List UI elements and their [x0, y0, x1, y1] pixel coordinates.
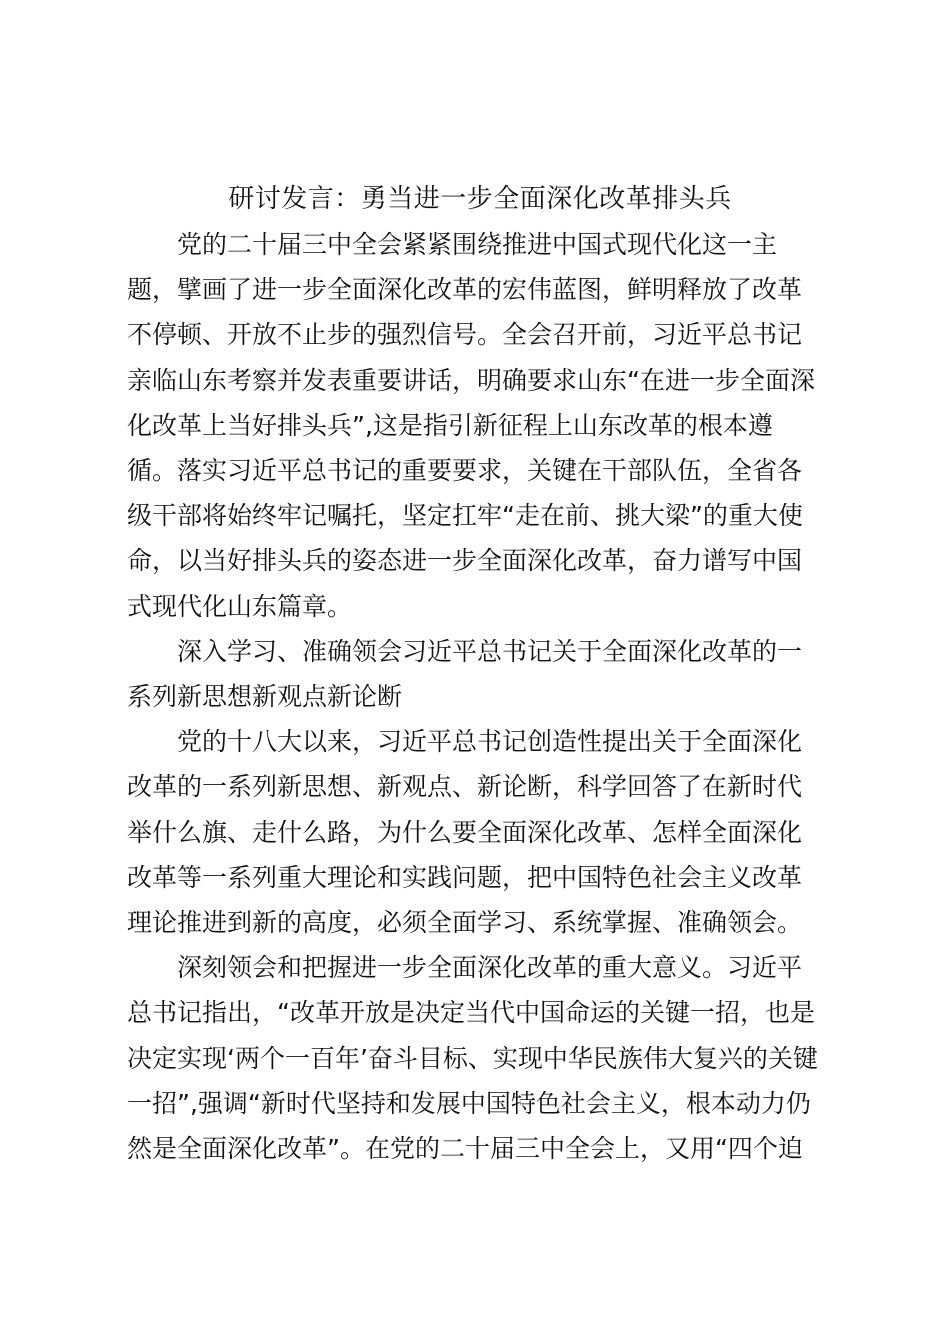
paragraph-line: 化改革上当好排头兵”,这是指引新征程上山东改革的根本遵 [127, 410, 773, 440]
paragraph-line: 决定实现‘两个一百年’奋斗目标、实现中华民族伟大复兴的关键 [127, 1043, 818, 1073]
paragraph-line: 举什么旗、走什么路，为什么要全面深化改革、怎样全面深化 [127, 817, 803, 847]
document-page [127, 176, 833, 1171]
paragraph-line: 循。落实习近平总书记的重要要求，关键在干部队伍，全省各 [127, 456, 803, 486]
paragraph-line: 深入学习、准确领会习近平总书记关于全面深化改革的一 [177, 636, 803, 666]
paragraph-line: 式现代化山东篇章。 [127, 591, 353, 621]
body-paragraph [127, 719, 833, 945]
paragraph-line: 党的二十届三中全会紧紧围绕推进中国式现代化这一主 [177, 230, 778, 259]
paragraph-line: 然是全面深化改革”。在党的二十届三中全会上，又用“四个迫 [127, 1134, 803, 1164]
paragraph-line: 理论推进到新的高度，必须全面学习、系统掌握、准确领会。 [127, 908, 803, 938]
paragraph-line: 级干部将始终牢记嘱托，坚定扛牢“走在前、挑大梁”的重大使 [127, 501, 803, 531]
paragraph-line: 题，擘画了进一步全面深化改革的宏伟蓝图，鲜明释放了改革 [127, 275, 803, 305]
paragraph-line: 总书记指出，“改革开放是决定当代中国命运的关键一招，也是 [127, 998, 815, 1028]
paragraph-line: 党的十八大以来，习近平总书记创造性提出关于全面深化 [177, 727, 803, 757]
document-title: 研讨发言：勇当进一步全面深化改革排头兵 [228, 184, 732, 214]
paragraph-line: 一招”,强调“新时代坚持和发展中国特色社会主义，根本动力仍 [127, 1088, 811, 1118]
paragraph-line: 命，以当好排头兵的姿态进一步全面深化改革，奋力谱写中国 [127, 546, 803, 576]
document-body [127, 222, 833, 1171]
paragraph-line: 深刻领会和把握进一步全面深化改革的重大意义。习近平 [177, 953, 803, 983]
paragraph-line: 亲临山东考察并发表重要讲话，明确要求山东“在进一步全面深 [127, 365, 815, 395]
paragraph-line: 系列新思想新观点新论断 [127, 682, 403, 712]
paragraph-line: 不停顿、开放不止步的强烈信号。全会召开前，习近平总书记 [127, 320, 803, 350]
paragraph-line: 改革等一系列重大理论和实践问题，把中国特色社会主义改革 [127, 862, 803, 892]
body-paragraph [127, 945, 833, 1171]
body-paragraph [127, 222, 833, 629]
paragraph-line: 改革的一系列新思想、新观点、新论断，科学回答了在新时代 [127, 772, 803, 802]
body-paragraph [127, 629, 833, 719]
